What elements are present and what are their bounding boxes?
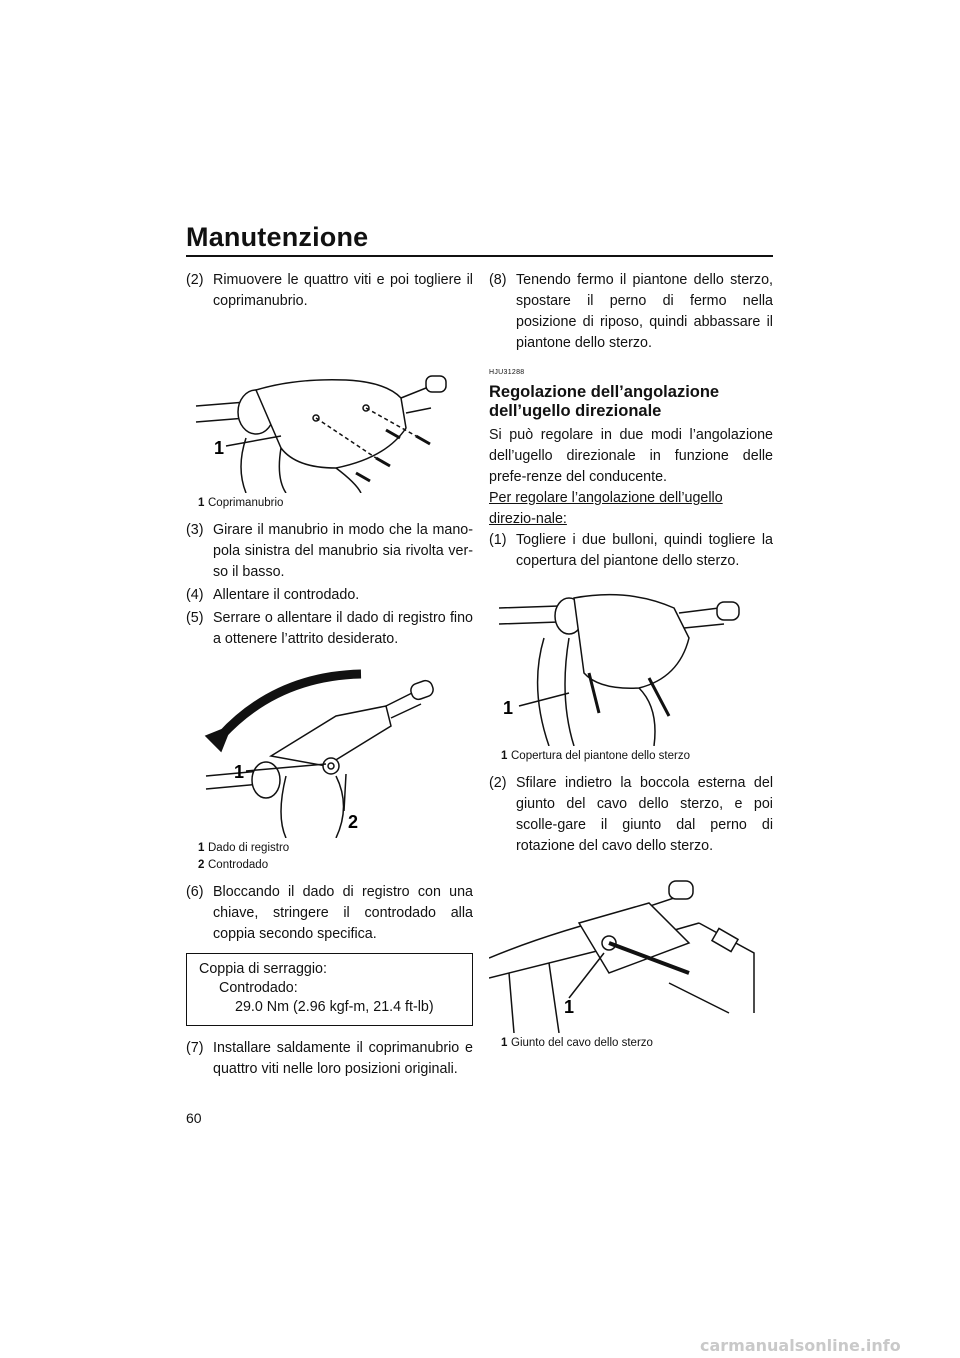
figure-caption: 1 Coprimanubrio: [198, 497, 284, 509]
step-2: (2) Rimuovere le quattro viti e poi togliere il coprimanubrio.: [186, 272, 473, 309]
step-1: (1) Togliere i due bulloni, quindi togliere la copertura del piantone dello sterzo.: [489, 532, 773, 569]
intro-paragraph: Si può regolare in due modi l’angolazione dell’ugello direzionale in funzione delle prefe-renze del conducente.: [489, 427, 773, 485]
step-2: (2) Sfilare indietro la boccola esterna del giunto del cavo dello sterzo, e poi scolle-gare il giunto dal perno di rotazione del cavo dello sterzo.: [489, 775, 773, 854]
page-title: Manutenzione: [186, 222, 369, 252]
right-column: [489, 270, 773, 1060]
step-5: (5) Serrare o allentare il dado di registro fino a ottenere l’attrito desiderato.: [186, 610, 473, 647]
procedure-subheading: Per regolare l’angolazione dell’ugello direzio-nale:: [489, 490, 723, 527]
steering-column-cover-illustration: [489, 578, 759, 746]
step-8: (8) Tenendo fermo il piantone dello sterzo, spostare il perno di fermo nella posizione di riposo, quindi abbassare il piantone dello sterzo.: [489, 272, 773, 351]
torque-spec-box: Coppia di serraggio: Controdado: 29.0 Nm (2.96 kgf-m, 21.4 ft-lb): [186, 953, 473, 1026]
figure-steering-cable-joint: [489, 863, 773, 1052]
figure-adjust-nut: [186, 656, 473, 874]
page-number: 60: [186, 1110, 202, 1126]
figure-caption: 1 Dado di registro 2 Controdado: [198, 842, 290, 871]
step-7: (7) Installare saldamente il coprimanubrio e quattro viti nelle loro posizioni originali.: [186, 1040, 473, 1077]
figure-caption: 1 Giunto del cavo dello sterzo: [501, 1037, 653, 1049]
callout-1: 1: [214, 438, 225, 458]
section-code: HJU31288: [489, 369, 525, 376]
title-rule: [186, 255, 773, 257]
figure-caption: 1 Copertura del piantone dello sterzo: [501, 750, 691, 762]
callout-1: 1: [564, 997, 575, 1017]
adjust-nut-illustration: [186, 656, 456, 838]
callout-1: 1: [503, 698, 514, 718]
step-3: (3) Girare il manubrio in modo che la mano-pola sinistra del manubrio sia rivolta ver-so il basso.: [186, 522, 473, 580]
callout-1: 1: [234, 762, 245, 782]
steering-cable-joint-illustration: [489, 863, 759, 1033]
handlebar-cover-illustration: [186, 318, 456, 493]
figure-handlebar-cover: [186, 318, 473, 512]
callout-2: 2: [348, 812, 359, 832]
watermark: carmanualsonline.info: [700, 1336, 901, 1355]
figure-steering-column-cover: [489, 578, 773, 765]
step-6: (6) Bloccando il dado di registro con una chiave, stringere il controdado alla coppia secondo specifica.: [186, 884, 473, 942]
step-4: (4) Allentare il controdado.: [186, 587, 360, 603]
section-title: Regolazione dell’angolazione dell’ugello direzionale: [489, 383, 720, 420]
left-column: [186, 270, 473, 1082]
